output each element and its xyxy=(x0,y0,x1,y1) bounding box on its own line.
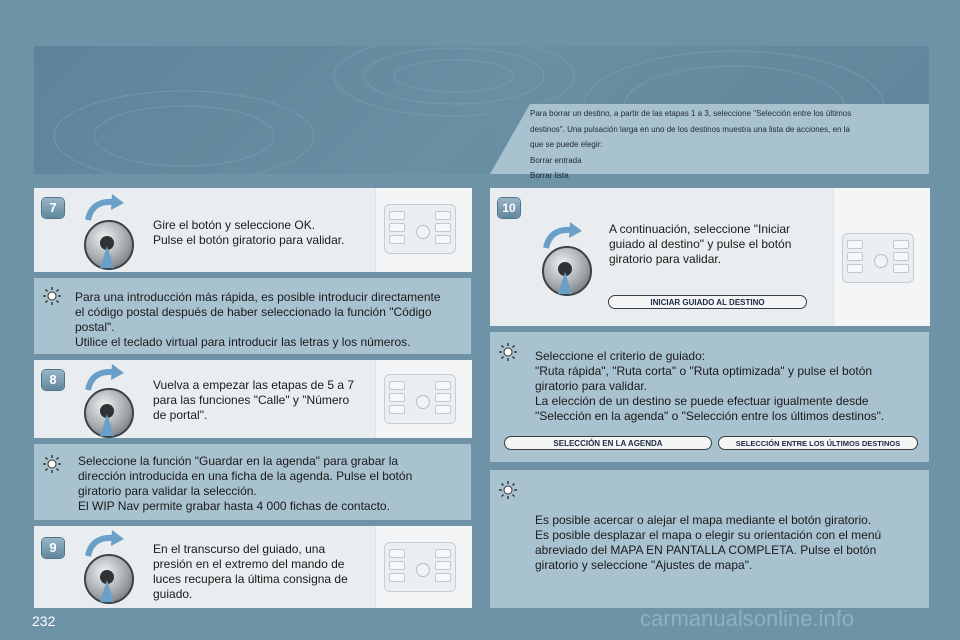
tip-icon xyxy=(498,342,518,362)
step-7-badge: 7 xyxy=(42,198,64,218)
push-arrow-icon xyxy=(100,414,114,436)
step-7-panel xyxy=(34,188,471,272)
step-7-text: Gire el botón y seleccione OK. Pulse el botón giratorio para validar. xyxy=(153,218,345,247)
step-10-panel xyxy=(490,188,929,326)
step-9-panel xyxy=(34,526,471,608)
step-8-badge: 8 xyxy=(42,370,64,390)
push-arrow-icon xyxy=(558,272,572,294)
note-line: Para borrar un destino, a partir de las etapas 1 a 3, seleccione "Selección entre los últimos xyxy=(530,109,852,118)
step-10-badge: 10 xyxy=(498,198,520,218)
tip-icon xyxy=(42,454,62,474)
banner-note xyxy=(490,104,929,180)
note-line: Borrar lista xyxy=(530,171,569,180)
tip-1-text: Para una introducción más rápida, es posible introducir directamente el código postal después de haber seleccionado la función "Código postal". Utilice el teclado virtual para introducir las letras y los números. xyxy=(75,290,441,349)
step-9-badge: 9 xyxy=(42,538,64,558)
tip-icon xyxy=(498,480,518,500)
step-9-text: En el transcurso del guiado, una presión en el extremo del mando de luces recupera la última consigna de guiado. xyxy=(153,542,348,601)
tip-icon xyxy=(42,286,62,306)
step-8-text: Vuelva a empezar las etapas de 5 a 7 para las funciones "Calle" y "Número de portal". xyxy=(153,378,355,422)
tip-2-panel xyxy=(34,444,471,520)
radio-unit-image xyxy=(375,526,472,608)
push-arrow-icon xyxy=(100,246,114,268)
tip-2-text: Seleccione la función "Guardar en la agenda" para grabar la dirección introducida en una ficha de la agenda. Pulse el botón giratorio para validar la selección. El WIP Nav permite grabar hasta 4 000 fichas de contacto. xyxy=(78,454,413,513)
tip-3-text: Seleccione el criterio de guiado: "Ruta rápida", "Ruta corta" o "Ruta optimizada" y pulse el botón giratorio para validar. La elección de un destino se puede efectuar igualmente desde "Selección en la agenda" o "Selección entre los últimos destinos". xyxy=(535,349,885,423)
tip-4-text: Es posible acercar o alejar el mapa mediante el botón giratorio. Es posible desplazar el mapa o elegir su orientación con el menú abreviado del MAPA EN PANTALLA COMPLETA. Pulse el botón giratorio y seleccione "Ajustes de mapa". xyxy=(535,513,882,572)
start-guidance-button[interactable]: INICIAR GUIADO AL DESTINO xyxy=(608,295,807,309)
radio-unit-image xyxy=(375,360,472,438)
note-line: que se puede elegir: xyxy=(530,140,603,149)
select-last-destinations-button[interactable]: SELECCIÓN ENTRE LOS ÚLTIMOS DESTINOS xyxy=(718,436,918,450)
page-number: 232 xyxy=(32,613,56,629)
tip-4-panel xyxy=(490,470,929,608)
note-line: Borrar entrada xyxy=(530,155,582,165)
note-line: destinos". Una pulsación larga en uno de los destinos muestra una lista de acciones, en la xyxy=(530,124,850,134)
push-arrow-icon xyxy=(100,580,114,602)
radio-unit-image xyxy=(375,188,472,272)
step-8-panel xyxy=(34,360,471,438)
tip-3-panel xyxy=(490,332,929,462)
select-agenda-button[interactable]: SELECCIÓN EN LA AGENDA xyxy=(504,436,712,450)
step-10-text: A continuación, seleccione "Iniciar guiado al destino" y pulse el botón giratorio para validar. xyxy=(609,222,792,266)
tip-1-panel xyxy=(34,278,471,354)
radio-unit-image xyxy=(833,188,930,326)
watermark: carmanualsonline.info xyxy=(640,606,855,631)
